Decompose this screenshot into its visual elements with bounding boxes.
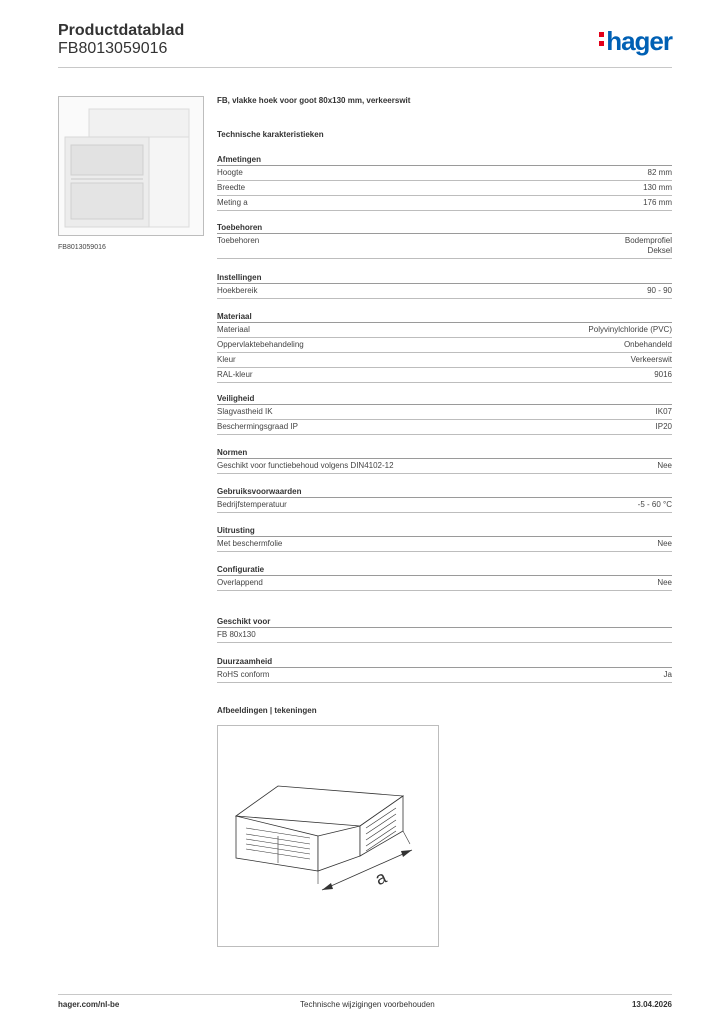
section-title: Instellingen (217, 272, 672, 284)
spec-row: Breedte 130 mm (217, 181, 672, 196)
spec-row: FB 80x130 (217, 628, 672, 643)
page-footer (58, 994, 672, 1014)
section-afmetingen (217, 154, 672, 211)
technical-characteristics-title: Technische karakteristieken (217, 130, 324, 139)
product-id: FB8013059016 (58, 40, 168, 57)
dimension-label: a (372, 866, 390, 890)
spec-row: RoHS conform Ja (217, 668, 672, 683)
spec-row: Oppervlaktebehandeling Onbehandeld (217, 338, 672, 353)
product-description: FB, vlakke hoek voor goot 80x130 mm, verkeerswit (217, 96, 411, 105)
footer-website: hager.com/nl-be (58, 1000, 120, 1009)
section-normen (217, 447, 672, 474)
section-title: Afmetingen (217, 154, 672, 166)
section-materiaal (217, 311, 672, 383)
product-thumbnail (58, 96, 204, 236)
spec-row: Toebehoren Bodemprofiel Deksel (217, 234, 672, 259)
section-title: Gebruiksvoorwaarden (217, 486, 672, 498)
spec-row: Geschikt voor functiebehoud volgens DIN4102-12 Nee (217, 459, 672, 474)
logo-text: hager (606, 26, 672, 56)
section-title: Materiaal (217, 311, 672, 323)
section-toebehoren (217, 222, 672, 259)
spec-row: RAL-kleur 9016 (217, 368, 672, 383)
technical-drawing (217, 725, 439, 947)
drawings-title: Afbeeldingen | tekeningen (217, 706, 317, 715)
thumbnail-caption: FB8013059016 (58, 244, 106, 251)
section-title: Duurzaamheid (217, 656, 672, 668)
section-title: Toebehoren (217, 222, 672, 234)
section-title: Geschikt voor (217, 616, 672, 628)
spec-row: Overlappend Nee (217, 576, 672, 591)
page-header (58, 20, 672, 68)
section-geschikt-voor (217, 616, 672, 643)
spec-row: Kleur Verkeerswit (217, 353, 672, 368)
product-image-icon (59, 97, 203, 235)
spec-row: Beschermingsgraad IP IP20 (217, 420, 672, 435)
section-duurzaamheid (217, 656, 672, 683)
corner-drawing-icon (218, 726, 438, 946)
document-title: Productdatablad (58, 22, 185, 39)
spec-row: Slagvastheid IK IK07 (217, 405, 672, 420)
section-uitrusting (217, 525, 672, 552)
spec-row: Hoogte 82 mm (217, 166, 672, 181)
section-configuratie (217, 564, 672, 591)
hager-logo (599, 26, 672, 57)
spec-row: Bedrijfstemperatuur -5 - 60 °C (217, 498, 672, 513)
footer-notice: Technische wijzigingen voorbehouden (300, 1000, 435, 1009)
footer-date: 13.04.2026 (631, 1000, 672, 1009)
section-title: Configuratie (217, 564, 672, 576)
section-title: Normen (217, 447, 672, 459)
section-instellingen (217, 272, 672, 299)
spec-row: Met beschermfolie Nee (217, 537, 672, 552)
section-title: Veiligheid (217, 393, 672, 405)
spec-row: Materiaal Polyvinylchloride (PVC) (217, 323, 672, 338)
section-title: Uitrusting (217, 525, 672, 537)
section-veiligheid (217, 393, 672, 435)
logo-dots-icon (599, 26, 604, 46)
spec-row: Meting a 176 mm (217, 196, 672, 211)
spec-row: Hoekbereik 90 - 90 (217, 284, 672, 299)
section-gebruiksvoorwaarden (217, 486, 672, 513)
